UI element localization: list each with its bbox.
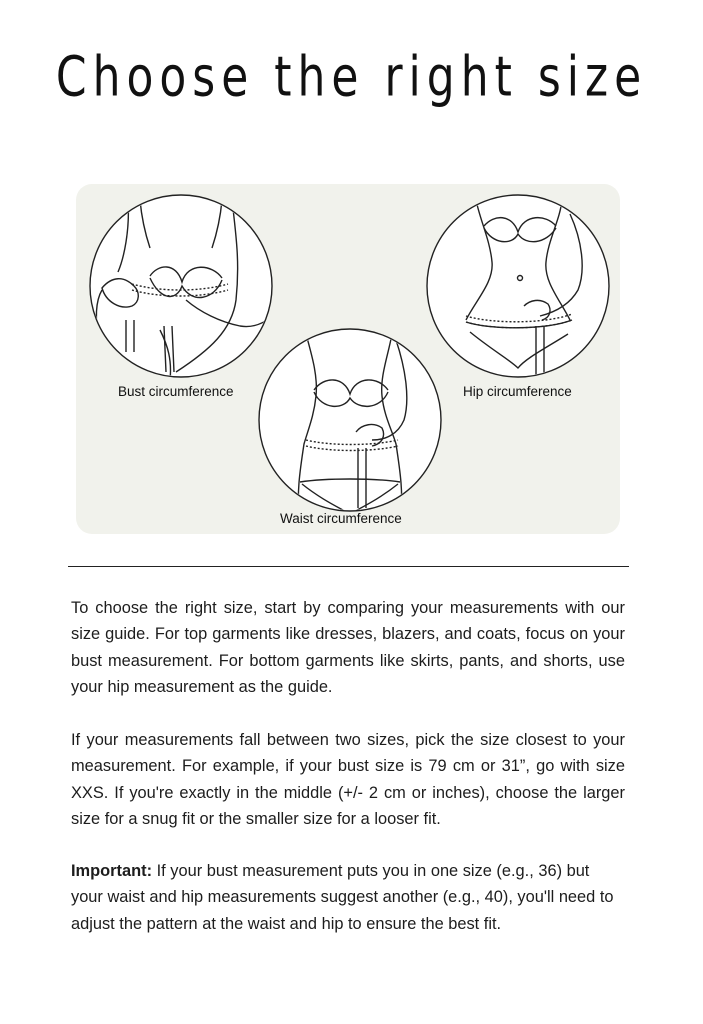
paragraph-size-guide: To choose the right size, start by comparing your measurements with our size guide. For top garments like dresses, blazers, and coats, focus on your bust measurement. For bottom garments like skirts, pants, and shorts, use your hip measurement as the guide. xyxy=(71,599,625,696)
page-title: Choose the right size xyxy=(55,45,648,110)
paragraph-between-sizes: If your measurements fall between two sizes, pick the size closest to your measurement. For example, if your bust size is 79 cm or 31”, go with size XXS. If you're exactly in the middle (+/- 2 cm or inches), choose the larger size for a snug fit or the smaller size for a looser fit. xyxy=(71,731,625,828)
bust-caption: Bust circumference xyxy=(118,384,234,399)
paragraph-important xyxy=(71,858,625,937)
section-divider xyxy=(68,566,629,567)
hip-caption: Hip circumference xyxy=(463,384,572,399)
important-text: If your bust measurement puts you in one size (e.g., 36) but your waist and hip measurements suggest another (e.g., 40), you'll need to adjust the pattern at the waist and hip to ensure the best fit. xyxy=(71,862,614,933)
waist-caption: Waist circumference xyxy=(280,511,402,526)
waist-illustration xyxy=(259,329,441,520)
hip-illustration xyxy=(427,195,609,380)
bust-illustration xyxy=(90,195,272,380)
important-label: Important: xyxy=(71,862,153,880)
